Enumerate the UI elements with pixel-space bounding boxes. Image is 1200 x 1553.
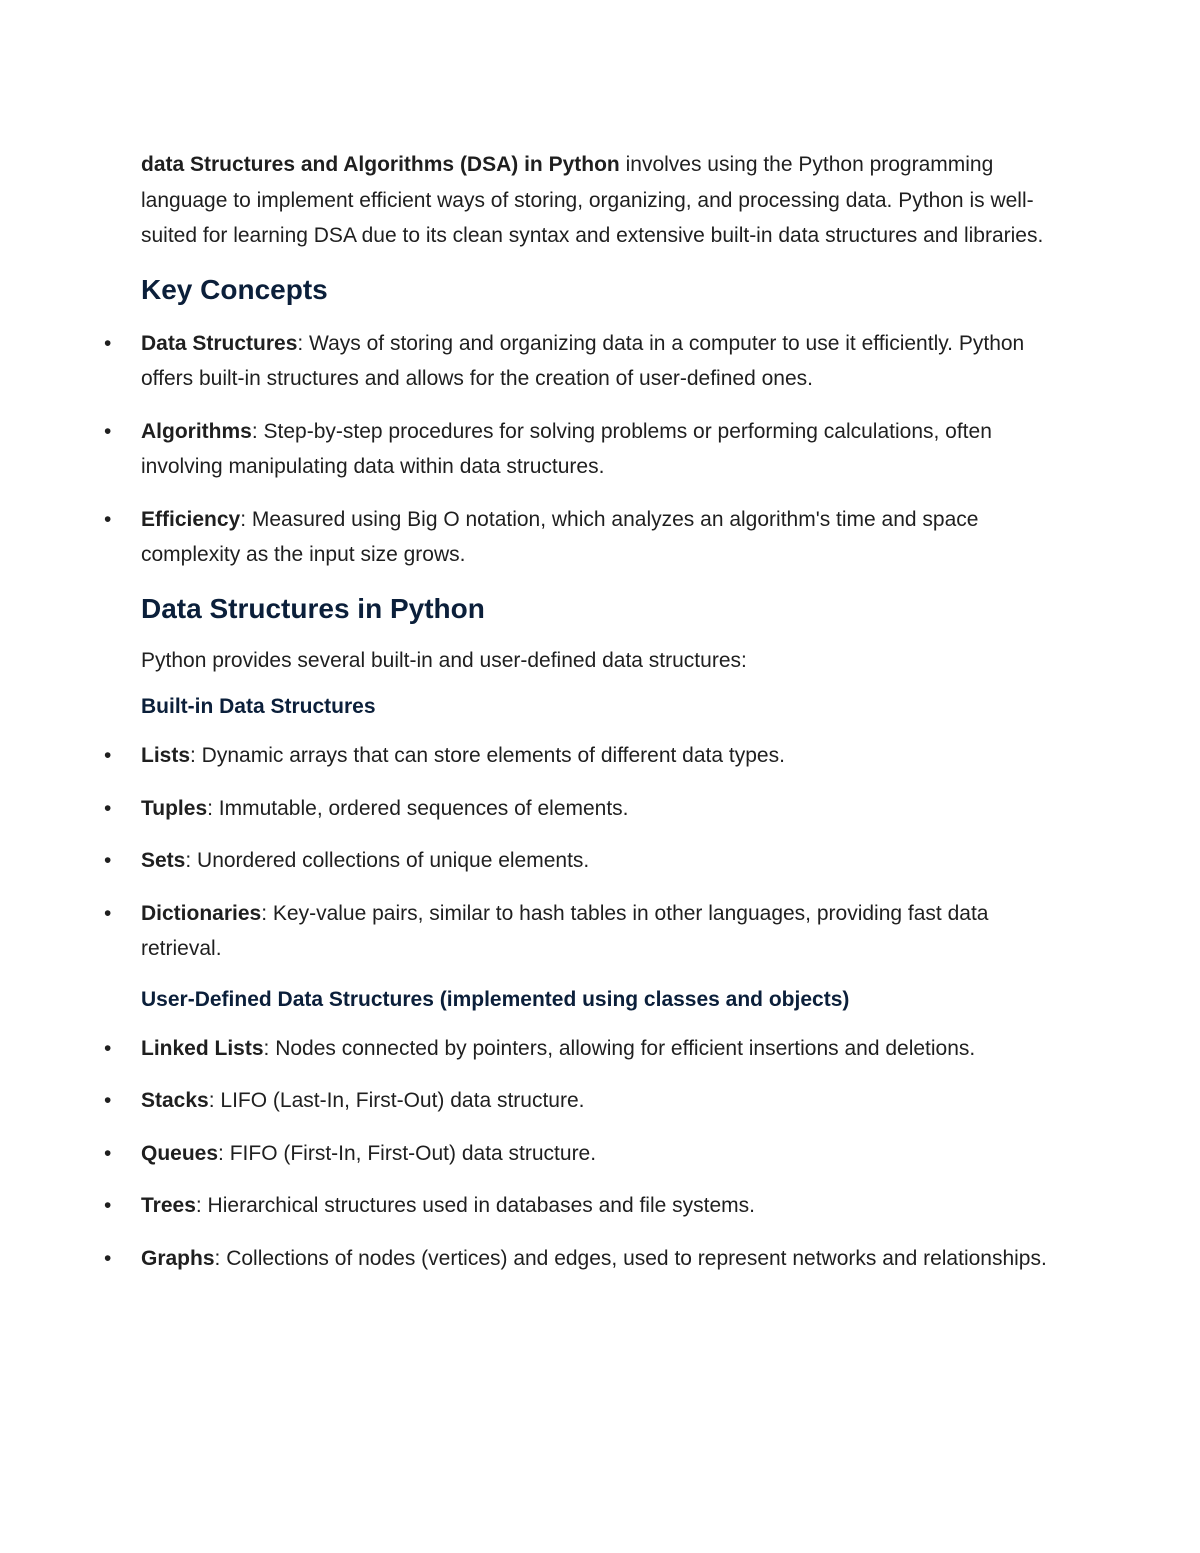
document-content bbox=[104, 147, 1061, 1276]
list-item bbox=[104, 326, 1061, 397]
bullet-icon: • bbox=[104, 744, 112, 767]
intro-bold-lead: data Structures and Algorithms (DSA) in Python bbox=[141, 153, 620, 176]
list-item-desc: : Dynamic arrays that can store elements of different data types. bbox=[190, 744, 785, 767]
bullet-icon: • bbox=[104, 419, 112, 443]
list-item bbox=[104, 738, 1061, 774]
list-item bbox=[104, 791, 1061, 827]
list-item-desc: : Immutable, ordered sequences of elements. bbox=[207, 796, 629, 820]
bullet-icon: • bbox=[104, 849, 112, 872]
list-item-desc: : FIFO (First-In, First-Out) data structure. bbox=[218, 1141, 597, 1165]
builtin-list bbox=[104, 738, 1061, 967]
list-item-desc: : Ways of storing and organizing data in a computer to use it efficiently. Python offers built-in structures and allows for the creation of user-defined ones. bbox=[141, 331, 1025, 390]
list-item-term: Dictionaries bbox=[141, 901, 262, 925]
heading-key-concepts: Key Concepts bbox=[141, 273, 328, 305]
intro-text: involves using the Python programming language to implement efficient ways of storing, organizing, and processing data. Python is well-suited for learning DSA due to its clean syntax and extensive built-in data structures and libraries. bbox=[141, 153, 1044, 247]
bullet-icon: • bbox=[104, 901, 112, 925]
heading-user-defined-data-structures: User-Defined Data Structures (implemented using classes and objects) bbox=[141, 987, 850, 1011]
list-item-term: Tuples bbox=[141, 796, 208, 820]
list-item bbox=[104, 502, 1061, 573]
bullet-icon: • bbox=[104, 331, 112, 355]
list-item-desc: : Nodes connected by pointers, allowing for efficient insertions and deletions. bbox=[263, 1036, 976, 1060]
list-item-term: Algorithms bbox=[141, 419, 252, 443]
list-item-term: Lists bbox=[141, 744, 191, 767]
list-item bbox=[104, 896, 1061, 967]
list-item-term: Trees bbox=[141, 1194, 196, 1217]
list-item-desc: : Hierarchical structures used in databases and file systems. bbox=[195, 1194, 755, 1217]
list-item-desc: : Measured using Big O notation, which analyzes an algorithm's time and space complexity as the input size grows. bbox=[141, 507, 979, 566]
list-item-term: Graphs bbox=[141, 1246, 215, 1270]
bullet-icon: • bbox=[104, 1246, 112, 1270]
list-item-term: Efficiency bbox=[141, 507, 241, 531]
list-item bbox=[104, 1031, 1061, 1067]
bullet-icon: • bbox=[104, 796, 112, 820]
intro-paragraph bbox=[141, 147, 1061, 254]
list-item-desc: : Key-value pairs, similar to hash tables in other languages, providing fast data retrieval. bbox=[141, 901, 989, 960]
list-item-term: Data Structures bbox=[141, 331, 298, 355]
list-item-desc: : Step-by-step procedures for solving problems or performing calculations, often involving manipulating data within data structures. bbox=[141, 419, 992, 478]
bullet-icon: • bbox=[104, 1141, 112, 1165]
list-item bbox=[104, 414, 1061, 485]
bullet-icon: • bbox=[104, 1194, 112, 1217]
heading-builtin-data-structures: Built-in Data Structures bbox=[141, 695, 376, 718]
list-item bbox=[104, 1083, 1061, 1119]
list-item-term: Queues bbox=[141, 1141, 219, 1165]
list-item-desc: : Unordered collections of unique elements. bbox=[185, 849, 590, 872]
heading-data-structures-in-python: Data Structures in Python bbox=[141, 592, 485, 624]
list-item bbox=[104, 1136, 1061, 1172]
list-item-desc: : Collections of nodes (vertices) and edges, used to represent networks and relationships. bbox=[214, 1246, 1047, 1270]
bullet-icon: • bbox=[104, 1089, 112, 1112]
list-item bbox=[104, 1188, 1061, 1224]
bullet-icon: • bbox=[104, 1036, 112, 1060]
bullet-icon: • bbox=[104, 507, 112, 531]
user-defined-list bbox=[104, 1031, 1061, 1277]
ds-python-intro: Python provides several built-in and user-defined data structures: bbox=[141, 648, 747, 672]
list-item bbox=[104, 843, 1061, 879]
list-item bbox=[104, 1241, 1061, 1277]
list-item-term: Sets bbox=[141, 849, 186, 872]
list-item-term: Linked Lists bbox=[141, 1036, 264, 1060]
key-concepts-list bbox=[104, 326, 1061, 573]
list-item-desc: : LIFO (Last-In, First-Out) data structure. bbox=[208, 1089, 585, 1112]
list-item-term: Stacks bbox=[141, 1089, 209, 1112]
